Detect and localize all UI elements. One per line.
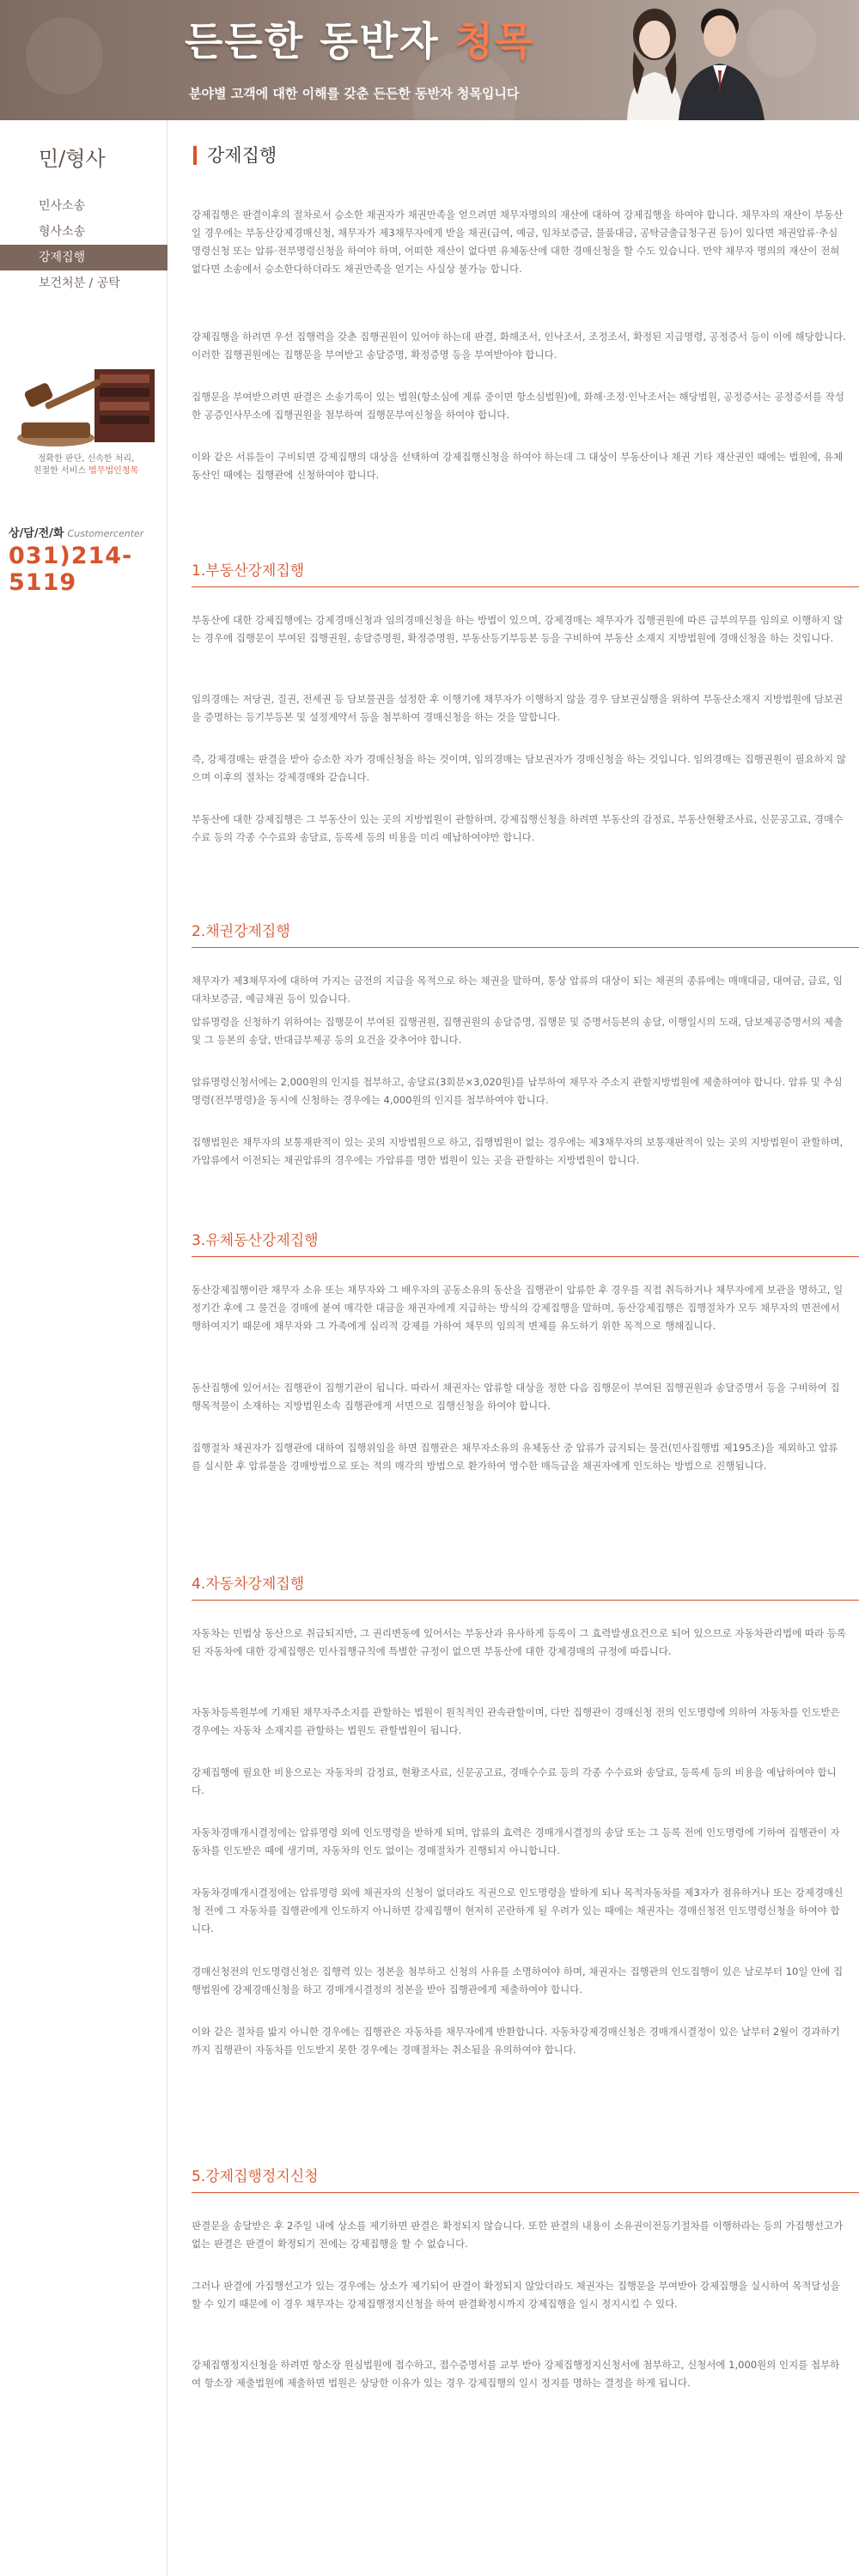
intro-paragraph: 강제집행을 하려면 우선 집행력을 갖춘 집행권원이 있어야 하는데 판결, 화해조서, 인낙조서, 조정조서, 확정된 지급명령, 공정증서 등이 이에 해당합니다. 이러한 집행권원에는 집행문을 부여받고 송달증명, 확정증명 등을 부여받아야 합니다. (192, 331, 846, 361)
banner-caption-firm-name: 법무법인청목 (88, 466, 139, 476)
section-heading-vehicles: 4.자동차강제집행 (192, 1571, 859, 1601)
banner-caption-line2 (9, 465, 163, 477)
banner-caption-line1: 정확한 판단, 신속한 처리, (37, 454, 135, 464)
sidebar-item-civil[interactable]: 민사소송 (39, 199, 86, 213)
section-heading-movables: 3.유체동산강제집행 (192, 1228, 859, 1257)
section-paragraph: 동산강제집행이란 채무자 소유 또는 채무자와 그 배우자의 공동소유의 동산을 집행관이 압류한 후 경우를 직접 취득하거나 채무자에게 보관을 명하고, 일정기간 후에 그 물건을 경매에 붙여 매각한 대금을 채권자에게 지급하는 방식의 강제집행을 말하며, 동산강제집행은 집행절차가 모두 채무자의 면전에서 행하여지기 때문에 채무자와 그 가족에게 심리적 강제를 가하여 채무의 임의적 변제를 유도하기 위한 목적으로 행해집니다. (192, 1284, 844, 1332)
section-paragraph: 채무자가 제3채무자에 대하여 가지는 금전의 지급을 목적으로 하는 채권을 말하며, 통상 압류의 대상이 되는 채권의 종류에는 매매대금, 대여금, 급료, 임대차보증금, 예금채권 등이 있습니다. (192, 975, 843, 1005)
section-paragraph: 강제집행정지신청을 하려면 항소장 원심법원에 접수하고, 접수증명서를 교부 받아 강제집행정지신청서에 첨부하고, 신청서에 1,000원의 인지를 첩부하여 항소장 제출법원에 제출하면 법원은 상당한 이유가 있는 경우 강제집행의 일시 정지를 명하는 결정을 하게 됩니다. (192, 2359, 840, 2389)
section-paragraph: 이와 같은 절차를 밟지 아니한 경우에는 집행관은 자동차를 채무자에게 반환합니다. 자동차강제경매신청은 경매개시결정이 있은 날부터 2월이 경과하기까지 집행관이 자동차를 인도받지 못한 경우에는 경매절차는 취소됨을 유의하여야 합니다. (192, 2026, 840, 2056)
section-paragraph: 자동차는 민법상 동산으로 취급되지만, 그 권리변동에 있어서는 부동산과 유사하게 등록이 그 효력발생요건으로 되어 있으므로 자동차관리법에 따라 등록된 자동차에 대한 강제집행은 민사집행규칙에 특별한 규정이 없으면 부동산에 대한 강제경매의 규정에 따릅니다. (192, 1627, 847, 1657)
section-paragraph: 즉, 강제경매는 판결을 받아 승소한 자가 경매신청을 하는 것이며, 임의경매는 담보권자가 경매신청을 하는 것입니다. 임의경매는 집행권원이 필요하지 않으며 이후의 절차는 강제경매와 같습니다. (192, 753, 846, 783)
section-heading-claims: 2.채권강제집행 (192, 919, 859, 948)
section-paragraph: 압류명령을 신청하기 위하여는 집행문이 부여된 집행권원, 집행권원의 송달증명, 집행문 및 증명서등본의 송달, 이행일시의 도래, 담보제공증명서의 제출 및 그 등본의 송달, 반대급부제공 등의 요건을 갖추어야 합니다. (192, 1016, 844, 1046)
section-paragraph: 동산집행에 있어서는 집행관이 집행기관이 됩니다. 따라서 채권자는 압류할 대상을 정한 다음 집행문이 부여된 집행권원과 송달증명서 등을 구비하여 집행목적물이 소재하는 지방법원소속 집행관에게 서면으로 집행신청을 하여야 합니다. (192, 1382, 840, 1412)
section-paragraph: 판결문을 송달받은 후 2주일 내에 상소를 제기하면 판결은 확정되지 않습니다. 또한 판결의 내용이 소유권이전등기절차를 이행하라는 등의 가집행선고가 없는 판결은 판결이 확정되기 전에는 강제집행을 할 수 없습니다. (192, 2220, 844, 2250)
section-paragraph: 자동차등록원부에 기재된 채무자주소지를 관할하는 법원이 원칙적인 관속관할이며, 다만 집행관이 경매신청 전의 인도명령에 의하여 자동차를 인도받은 경우에는 자동차 소재지를 관할하는 법원도 관할법원이 됩니다. (192, 1706, 840, 1736)
section-paragraph: 집행절차 채권자가 집행관에 대하여 집행위임을 하면 집행관은 채무자소유의 유체동산 중 압류가 금지되는 물건(민사집행법 제195조)을 제외하고 압류를 실시한 후 압류물을 경매방법으로 또는 적의 매각의 방법으로 환가하여 영수한 매득금을 채권자에게 인도하는 방법으로 진행됩니다. (192, 1442, 838, 1472)
section-paragraph: 강제집행에 필요한 비용으로는 자동차의 감정료, 현황조사료, 신문공고료, 경매수수료 등의 각종 수수료와 송달료, 등록세 등의 비용을 예납하여야 합니다. (192, 1766, 837, 1796)
sidebar-item-enforcement[interactable]: 강제집행 (0, 245, 168, 270)
page-title: 강제집행 (193, 146, 277, 165)
customer-center-label (9, 524, 143, 540)
intro-paragraph: 집행문을 부여받으려면 판결은 소송기록이 있는 법원(항소심에 계류 중이면 항소심법원)에, 화해·조정·인낙조서는 해당법원, 공정증서는 공정증서를 작성한 공증인사무소에 집행권원을 첨부하여 집행문부여신청을 하여야 합니다. (192, 391, 844, 421)
section-paragraph: 그러나 판결에 가집행선고가 있는 경우에는 상소가 제기되어 판결이 확정되지 않았더라도 채권자는 집행문을 부여받아 강제집행을 실시하여 목적달성을 할 수 있기 때문에 이 경우 채무자는 강제집행정지신청을 하여 판결확정시까지 강제집행을 일시 정지시킬 수 있다. (192, 2280, 840, 2310)
sidebar-item-criminal[interactable]: 형사소송 (39, 225, 86, 239)
header-subtitle: 분야별 고객에 대한 이해를 갖춘 든든한 동반자 청목입니다 (189, 86, 520, 101)
section-heading-real-estate: 1.부동산강제집행 (192, 558, 859, 587)
section-paragraph: 부동산에 대한 강제집행에는 강제경매신청과 임의경매신청을 하는 방법이 있으며, 강제경매는 채무자가 집행권원에 따른 급부의무를 임의로 이행하지 않는 경우에 집행문이 부여된 집행권원, 송달증명원, 확정증명원, 부동산등기부등본 등을 구비하여 부동산 소재지 지방법원에 경매신청을 하는 것입니다. (192, 614, 844, 644)
header-title-main: 든든한 동반자 (185, 18, 455, 64)
sidebar-menu (0, 193, 168, 296)
cs-label-en: Customercenter (67, 528, 144, 539)
section-heading-stay: 5.강제집행정지신청 (192, 2164, 859, 2193)
section-paragraph: 경매신청전의 인도명령신청은 집행력 있는 정본을 첨부하고 신청의 사유를 소명하여야 하며, 채권자는 집행관의 인도집행이 있은 날로부터 10일 안에 집행법원에 강제경매신청을 하고 경매개시결정의 정본을 받아 집행관에게 제출하여야 합니다. (192, 1965, 844, 1996)
cs-label-ko: 상/담/전/화 (9, 527, 64, 540)
header-banner (0, 0, 859, 120)
sidebar-title: 민/형사 (39, 147, 106, 171)
intro-paragraph: 강제집행은 판결이후의 절차로서 승소한 채권자가 채권만족을 얻으려면 채무자명의의 재산에 대하여 강제집행을 하여야 합니다. 채무자의 재산이 부동산일 경우에는 부동산강제경매신청, 채무자가 제3채무자에게 받을 채권(급여, 예금, 임차보증금, 물품대금, 공탁금출급청구권 등)이 있다면 채권압류·추심명령신청 또는 압류·전부명령신청을 하여야 하며, 어떠한 재산이 없다면 유체동산에 대한 경매신청을 할 수도 있습니다. 만약 채무자 명의의 재산이 전혀 없다면 소송에서 승소한다하더라도 채권만족을 얻기는 사실상 불가능 합니다. (192, 209, 844, 275)
couple-photo (593, 0, 782, 120)
section-paragraph: 임의경매는 저당권, 질권, 전세권 등 담보물권을 설정한 후 이행기에 채무자가 이행하지 않을 경우 담보권실행을 위하여 부동산소재지 지방법원에 담보권을 증명하는 등기부등본 및 설정계약서 등을 첨부하여 경매신청을 하는 것을 말합니다. (192, 693, 844, 723)
main-content (189, 120, 859, 2576)
intro-paragraph: 이와 같은 서류들이 구비되면 강제집행의 대상을 선택하여 강제집행신청을 하여야 하는데 그 대상이 부동산이나 채권 기타 재산권인 때에는 법원에, 유체동산인 때에는 집행관에 신청하여야 합니다. (192, 451, 844, 481)
section-paragraph: 자동차경매개시결정에는 압류명령 외에 인도명령을 받하게 되며, 압류의 효력은 경매개시결정의 송달 또는 그 등록 전에 인도명령에 기하여 집행관이 자동차를 인도받은 때에 생기며, 자동차의 인도 없이는 경매절차가 진행되지 아니합니다. (192, 1826, 840, 1856)
sidebar (0, 120, 168, 2576)
sidebar-item-preservation[interactable]: 보건처분 / 공탁 (39, 276, 120, 290)
customer-center-phone[interactable]: 031)214-5119 (9, 543, 133, 596)
banner-caption (9, 453, 163, 477)
section-paragraph: 부동산에 대한 강제집행은 그 부동산이 있는 곳의 지방법원이 관할하며, 강제집행신청을 하려면 부동산의 감정료, 부동산현황조사료, 신문공고료, 경매수수료 등의 각종 수수료와 송달료, 등록세 등의 비용을 미리 예납하여야만 합니다. (192, 813, 844, 843)
header-title (185, 10, 535, 67)
banner-caption-pre: 친절한 서비스 (33, 466, 89, 476)
section-paragraph: 압류명령신청서에는 2,000원의 인지를 첩부하고, 송달료(3회분×3,020원)를 납부하여 채무자 주소지 관할지방법원에 제출하여야 합니다. 압류 및 추심명령(전부명령)을 동시에 신청하는 경우에는 4,000원의 인지를 첩부하여야 합니다. (192, 1076, 843, 1106)
section-paragraph: 집행법원은 채무자의 보통재판적이 있는 곳의 지방법원으로 하고, 집행법원이 없는 경우에는 제3채무자의 보통재판적이 있는 곳의 지방법원이 관할하며, 가압류에서 이전되는 채권압류의 경우에는 가압류를 명한 법원이 있는 곳을 관할하는 지방법원이 합니다. (192, 1136, 844, 1166)
gavel-banner-image[interactable] (9, 352, 163, 507)
section-paragraph: 자동차경매개시결정에는 압류명령 외에 채권자의 신청이 없더라도 직권으로 인도명령을 발하게 되나 목적자동차를 제3자가 점유하거나 또는 강제경매신청 전에 그 자동차를 집행관에게 인도하지 아니하면 강제집행이 현저히 곤란하게 될 우려가 있는 때에는 채권자는 경매신청전 인도명령신청을 하여야 합니다. (192, 1886, 844, 1935)
header-title-accent: 청목 (454, 18, 535, 64)
decorative-bokeh (26, 17, 103, 94)
